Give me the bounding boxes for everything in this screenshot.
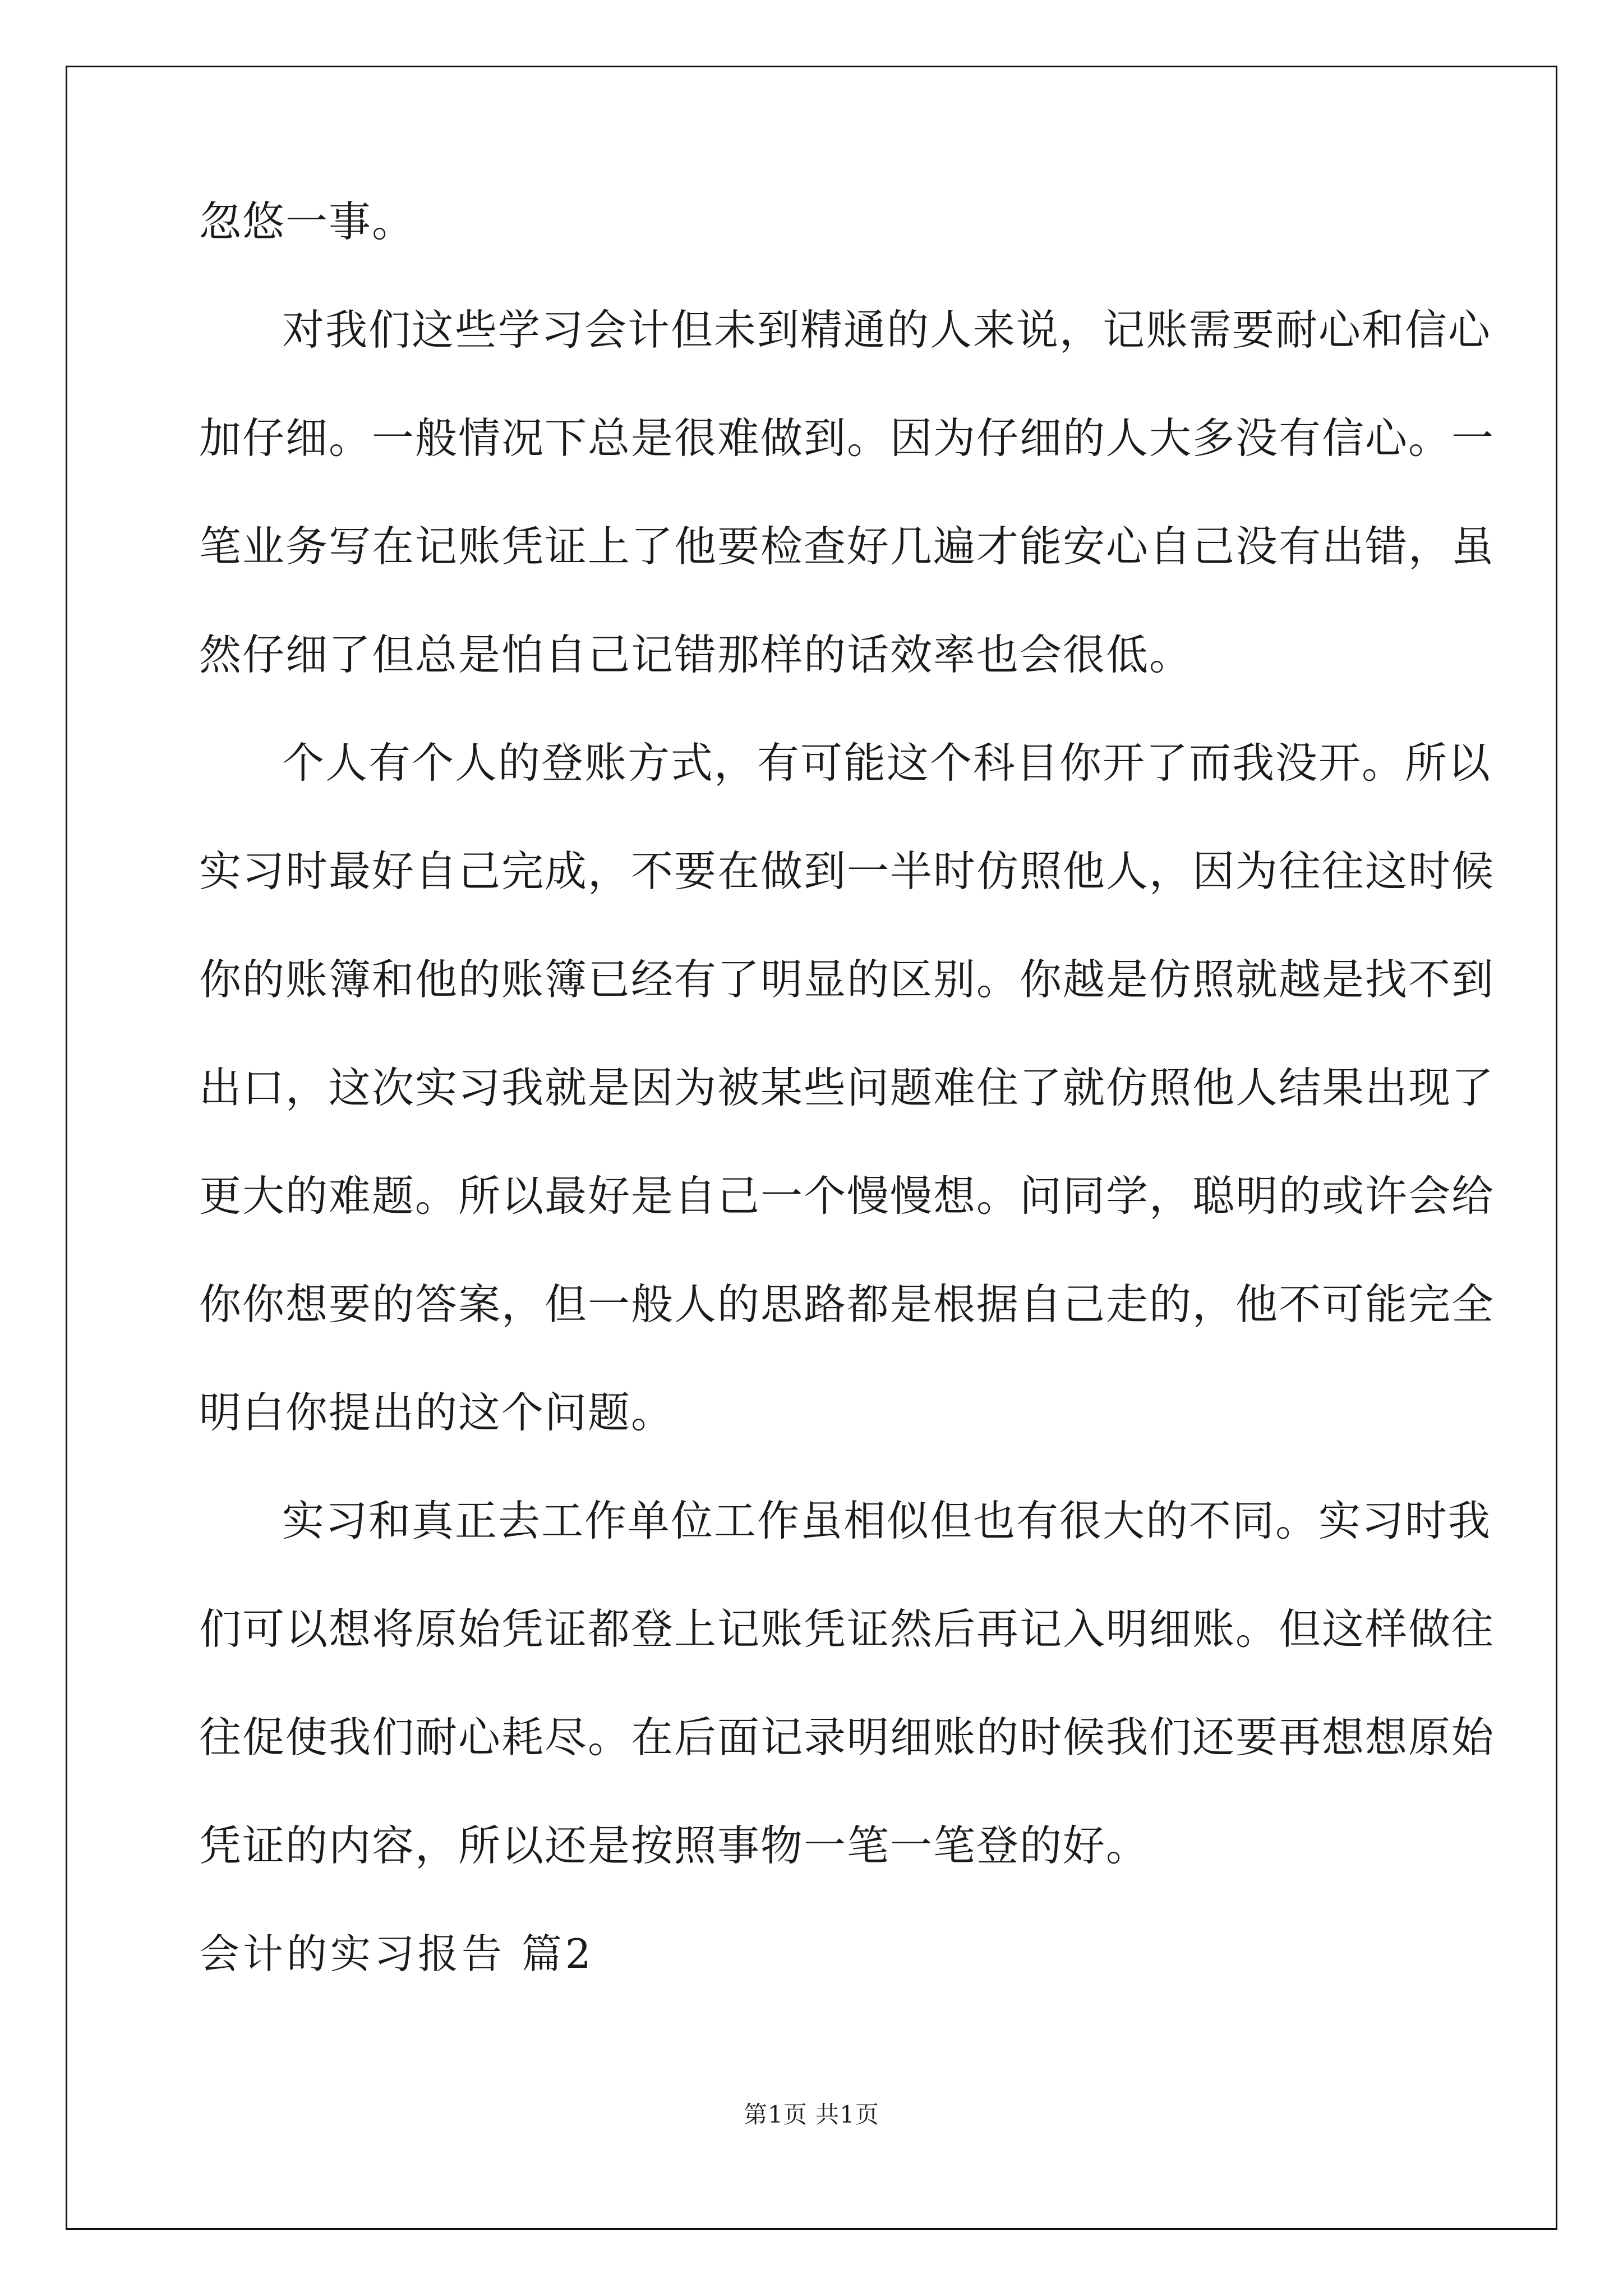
text-line: 加仔细。一般情况下总是很难做到。因为仔细的人大多没有信心。一: [199, 413, 1495, 463]
text-line: 然仔细了但总是怕自己记错那样的话效率也会很低。: [199, 630, 1193, 679]
text-line: 出口，这次实习我就是因为被某些问题难住了就仿照他人结果出现了: [199, 1063, 1495, 1112]
text-line: 明白你提出的这个问题。: [199, 1388, 675, 1437]
text-line: 凭证的内容，所以还是按照事物一笔一笔登的好。: [199, 1821, 1150, 1870]
page-footer: 第1页 共1页: [744, 2101, 879, 2128]
text-line: 们可以想将原始凭证都登上记账凭证然后再记入明细账。但这样做往: [199, 1604, 1495, 1654]
section-heading: 会计的实习报告 篇2: [199, 1930, 594, 1977]
text-line: 更大的难题。所以最好是自己一个慢慢想。问同学，聪明的或许会给: [199, 1171, 1495, 1221]
text-line: 往促使我们耐心耗尽。在后面记录明细账的时候我们还要再想想原始: [199, 1713, 1495, 1762]
text-line: 笔业务写在记账凭证上了他要检查好几遍才能安心自己没有出错，虽: [199, 522, 1495, 571]
text-line: 你你想要的答案，但一般人的思路都是根据自己走的，他不可能完全: [199, 1280, 1495, 1329]
paragraph-first-line: 对我们这些学习会计但未到精通的人来说，记账需要耐心和信心: [282, 305, 1492, 355]
page-frame: [66, 66, 1557, 2230]
text-line: 实习时最好自己完成，不要在做到一半时仿照他人，因为往往这时候: [199, 846, 1495, 896]
text-line: 你的账簿和他的账簿已经有了明显的区别。你越是仿照就越是找不到: [199, 955, 1495, 1004]
paragraph-first-line: 个人有个人的登账方式，有可能这个科目你开了而我没开。所以: [282, 738, 1492, 788]
paragraph-first-line: 实习和真正去工作单位工作虽相似但也有很大的不同。实习时我: [282, 1496, 1492, 1545]
text-line: 忽悠一事。: [199, 197, 416, 246]
